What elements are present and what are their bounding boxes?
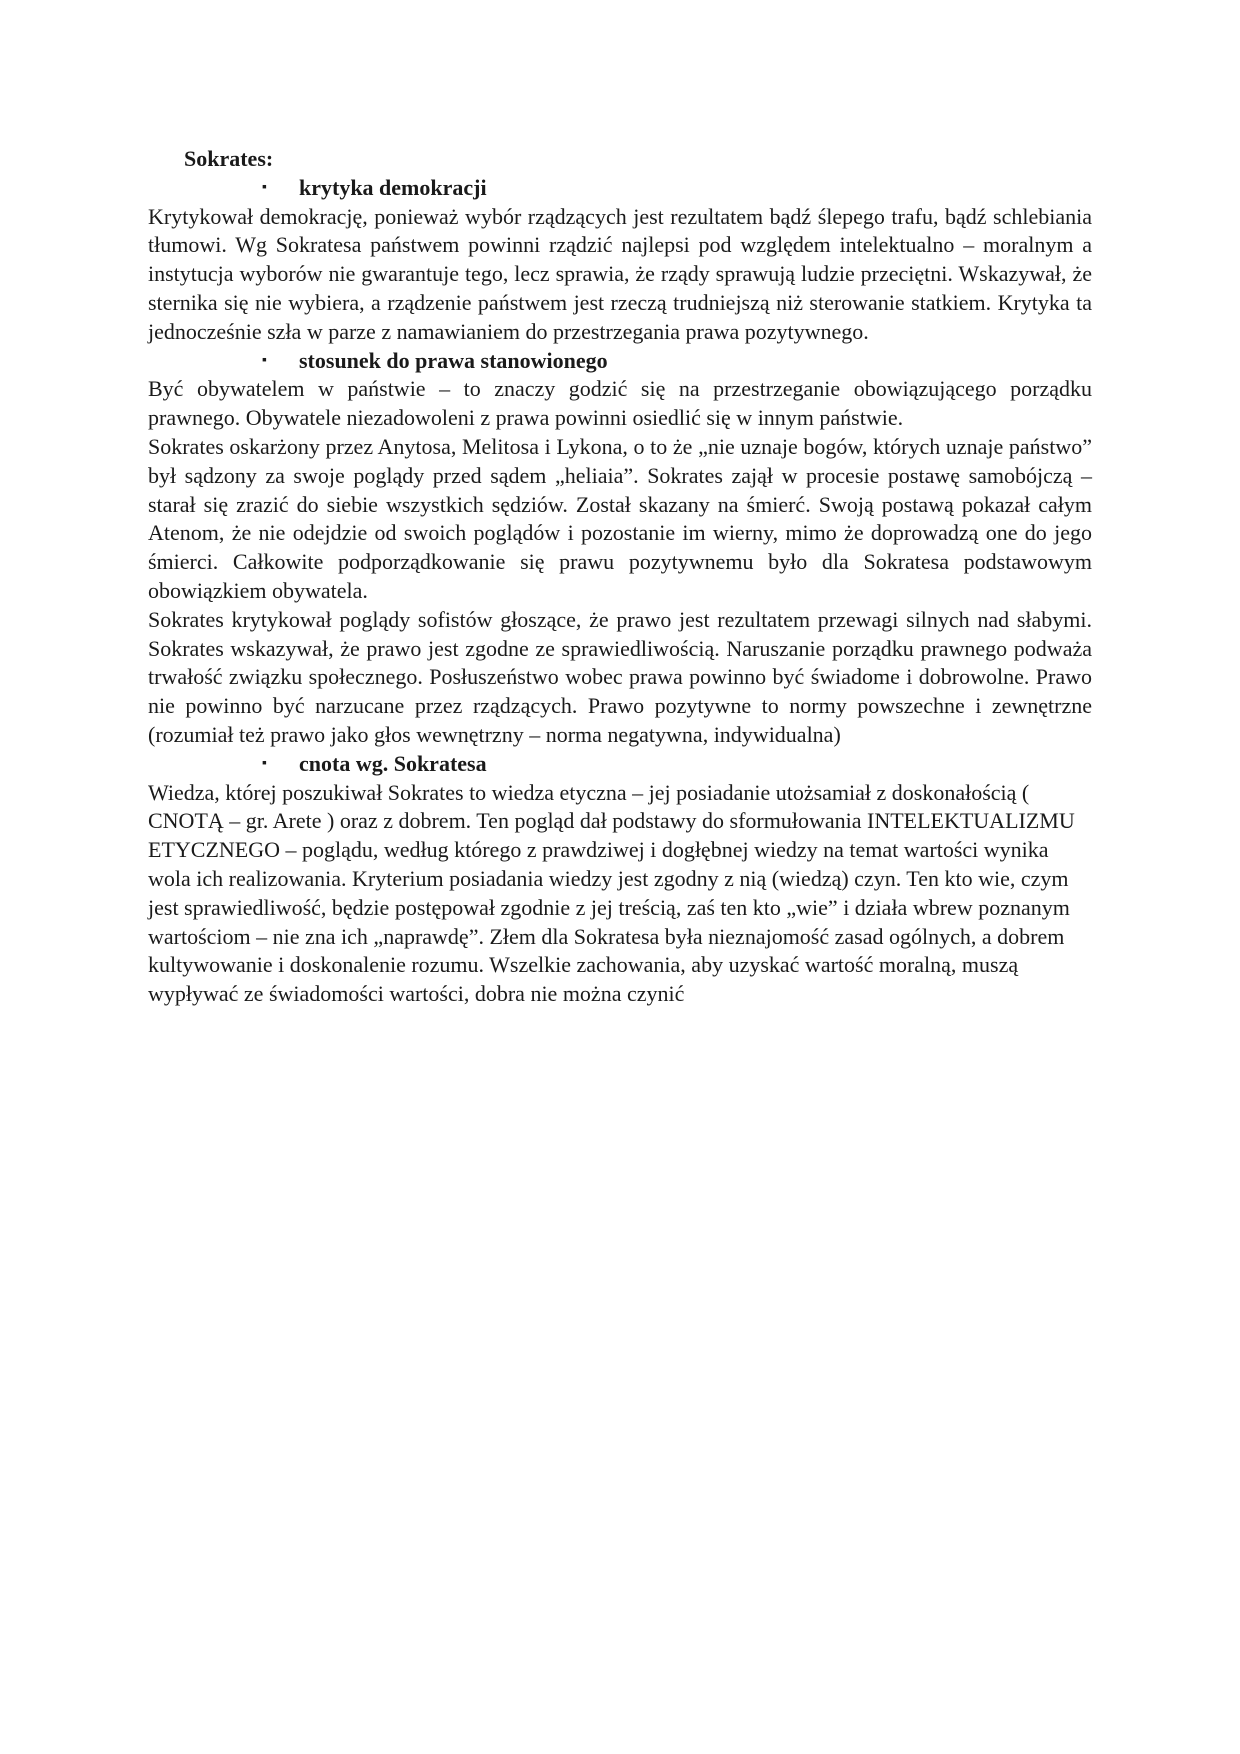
paragraph: Krytykował demokrację, ponieważ wybór rządzących jest rezultatem bądź ślepego trafu, bądź schlebiania tłumowi. Wg Sokratesa państwem powinni rządzić najlepsi pod względem intelektualno – moralnym a instytucja wyborów nie gwarantuje tego, lecz sprawia, że rządy sprawują ludzie przeciętni. Wskazywał, że sternika się nie wybiera, a rządzenie państwem jest rzeczą trudniejszą niż sterowanie statkiem. Krytyka ta jednocześnie szła w parze z namawianiem do przestrzegania prawa pozytywnego.: [148, 203, 1092, 344]
bullet-icon: ▪: [262, 179, 267, 195]
section-heading-text: stosunek do prawa stanowionego: [299, 347, 608, 373]
paragraph: Sokrates oskarżony przez Anytosa, Melitosa i Lykona, o to że „nie uznaje bogów, których uznaje państwo” był sądzony za swoje poglądy przed sądem „heliaia”. Sokrates zajął w procesie postawę samobójczą – starał się zrazić do siebie wszystkich sędziów. Został skazany na śmierć. Swoją postawą pokazał całym Atenom, że nie odejdzie od swoich poglądów i pozostanie im wierny, mimo że doprowadzą one do jego śmierci. Całkowite podporządkowanie się prawu pozytywnemu było dla Sokratesa podstawowym obowiązkiem obywatela.: [148, 433, 1092, 603]
paragraph: Sokrates krytykował poglądy sofistów głoszące, że prawo jest rezultatem przewagi silnych nad słabymi. Sokrates wskazywał, że prawo jest zgodne ze sprawiedliwością. Naruszanie porządku prawnego podważa trwałość związku społecznego. Posłuszeństwo wobec prawa powinno być świadome i dobrowolne. Prawo nie powinno być narzucane przez rządzących. Prawo pozytywne to normy powszechne i zewnętrzne (rozumiał też prawo jako głos wewnętrzny – norma negatywna, indywidualna): [148, 606, 1092, 747]
paragraph: Wiedza, której poszukiwał Sokrates to wiedza etyczna – jej posiadanie utożsamiał z doskonałością ( CNOTĄ – gr. Arete ) oraz z dobrem. Ten pogląd dał podstawy do sformułowania INTELEKTUALIZMU ETYCZNEGO – poglądu, według którego z prawdziwej i dogłębnej wiedzy na temat wartości wynika wola ich realizowania. Kryterium posiadania wiedzy jest zgodny z nią (wiedzą) czyn. Ten kto wie, czym jest sprawiedliwość, będzie postępował zgodnie z jej treścią, zaś ten kto „wie” i działa wbrew poznanym wartościom – nie zna ich „naprawdę”. Złem dla Sokratesa była nieznajomość zasad ogólnych, a dobrem kultywowanie i doskonalenie rozumu. Wszelkie zachowania, aby uzyskać wartość moralną, muszą wypływać ze świadomości wartości, dobra nie można czynić: [148, 779, 1075, 1007]
document-title: Sokrates:: [184, 146, 274, 171]
section-heading-text: krytyka demokracji: [299, 174, 487, 200]
document-page: [148, 145, 1092, 1009]
section-heading-krytyka-demokracji: [148, 174, 1092, 203]
bullet-icon: ▪: [262, 755, 267, 771]
section-heading-text: cnota wg. Sokratesa: [299, 750, 487, 776]
section-heading-stosunek-do-prawa: [148, 347, 1092, 376]
paragraph: Być obywatelem w państwie – to znaczy godzić się na przestrzeganie obowiązującego porządku prawnego. Obywatele niezadowoleni z prawa powinni osiedlić się w innym państwie.: [148, 376, 1092, 431]
bullet-icon: ▪: [262, 352, 267, 368]
section-heading-cnota: [148, 750, 1092, 779]
